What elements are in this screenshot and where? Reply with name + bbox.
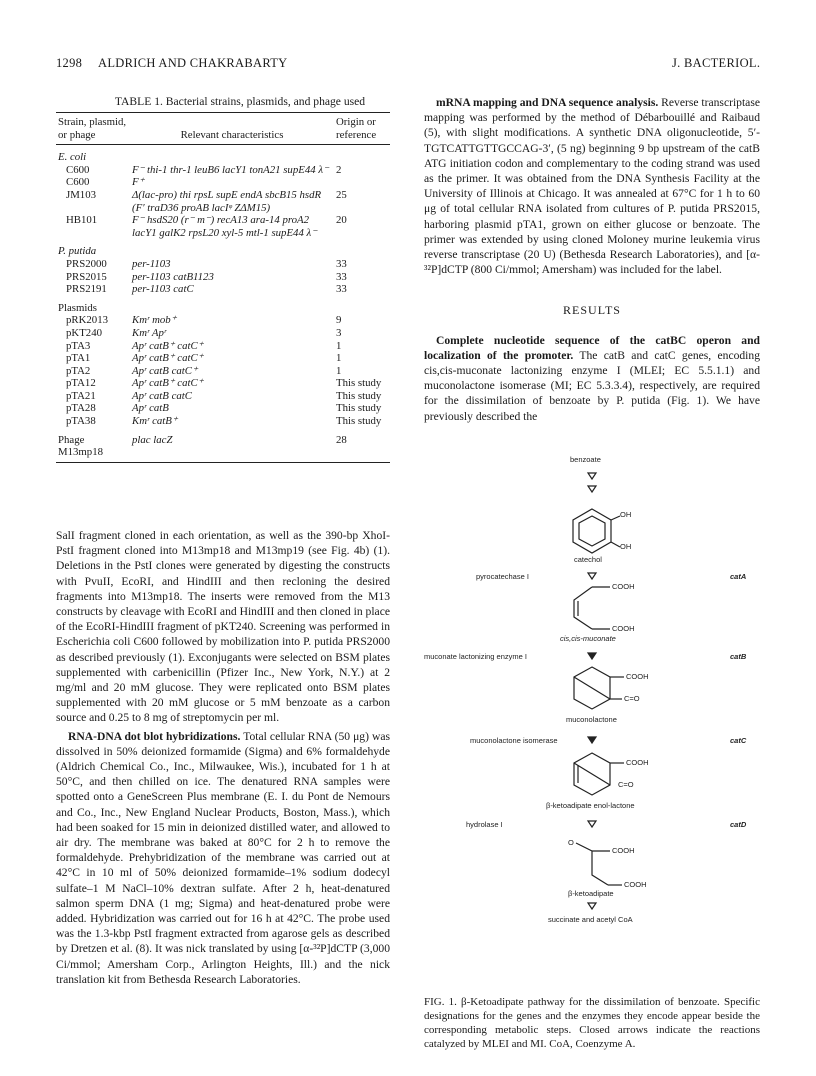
table-header-reference: Origin or reference [334,113,390,145]
figure-caption-label: FIG. 1. [424,996,457,1008]
enzyme-mlei: muconate lactonizing enzyme I [424,652,527,661]
pathway-diagram [424,455,760,995]
group-co-1: C=O [624,694,640,703]
enzyme-mi: muconolactone isomerase [470,736,558,745]
gene-catB: catB [730,652,747,661]
group-cooh-2: COOH [612,624,635,633]
table-row-phage: Phage M13mp18 plac lacZ 28 [56,428,390,463]
figure-caption-text: β-Ketoadipate pathway for the dissimilation of benzoate. Specific designations for the genes and the enzymes they encode appear beside the corresponding metabolic steps. Closed arrows indicate the reactions catalyzed by MLEI and MI. CoA, Coenzyme A. [424,996,760,1050]
group-oh-2: OH [620,542,632,551]
table-group-ecoli: E. coli [58,151,87,164]
table-header-strain: Strain, plasmid, or phage [56,113,130,145]
table-row: JM103 Δ(lac-pro) thi rpsL supE endA sbcB15 hsdR (F′ traD36 proAB lacIᵠ ZΔM15) 25 [66,188,347,214]
closed-arrow-catC [588,737,596,743]
table-group-plasmids: Plasmids [58,301,97,314]
enzyme-pyrocatechase: pyrocatechase I [476,572,529,581]
group-cooh-6: COOH [624,880,647,889]
left-column [56,528,390,987]
muconate-chain [574,587,592,629]
figure-caption [424,995,760,1051]
table-row: C600 F⁻ thi-1 thr-1 leuB6 lacY1 tonA21 supE44 λ⁻ 2 [66,163,342,176]
section-heading-dot-blot: RNA-DNA dot blot hybridizations. [68,729,241,743]
compound-enol-lactone: β-ketoadipate enol-lactone [546,801,635,810]
table-caption: TABLE 1. Bacterial strains, plasmids, and phage used [114,95,366,108]
table-row: pTA38 Kmʳ catB⁺ This study [66,415,382,428]
group-o: O [568,838,574,847]
table-header-characteristics: Relevant characteristics [130,113,334,145]
compound-muconolactone: muconolactone [566,715,617,724]
table-row: pTA12 Apʳ catB⁺ catC⁺ This study [66,377,382,390]
table-row: pTA3 Apʳ catB⁺ catC⁺ 1 [66,339,342,352]
table-row: PRS2191 per-1103 catC 33 [66,283,347,296]
table-row: pTA28 Apʳ catB This study [66,402,382,415]
table-row: C600 F⁺ [66,176,145,189]
catechol-ring-inner [579,516,605,546]
mrna-paragraph: Reverse transcriptase mapping was performed by the method of Débarbouillé and Raibaud (5), with slight modifications. A synthetic DNA oligonucleotide, 5′-TGTCATTGTTGCCAG-3′, (5 ng) beginning 9 bp upstream of the catB ATG initiation codon and complementary to the coding strand was used as the primer. It was obtained from the DNA Synthesis Facility at the University of Illinois at Chicago. It was annealed at 67°C for 1 h to 60 μg of total cellular RNA isolated from cultures of P. putida PRS2015, harboring plasmid pTA1, grown on either glucose or benzoate. The primer was extended by using cloned Moloney murine leukemia virus reverse transcriptase (20 U) (Bethesda Research Laboratories), and [α-³²P]dCTP (800 Ci/mmol; Amersham) was included for the label. [424,96,760,277]
results-paragraph: The catB and catC genes, encoding cis,cis-muconate lactonizing enzyme I (MLEI; EC 5.5.1.1) and muconolactone isomerase (MI; EC 5.3.3.4), respectively, are required for the dissimilation of benzoate by P. putida (Fig. 1). We have previously described the [424,348,760,423]
dot-blot-paragraph: Total cellular RNA (50 μg) was dissolved in 50% deionized formamide (Sigma) and 6% formaldehyde (Aldrich Chemical Co., Inc., Milwaukee, Wis.), incubated for 1 h at 50°C, and then chilled on ice. The denatured RNA samples were spotted onto a GeneScreen Plus membrane (E. I. du Pont de Nemours and Co., Inc., New England Nuclear Products, Boston, Mass.), which had been soaked for 15 min in deionized distilled water, and allowed to air dry. The membrane was baked at 80°C for 2 h to remove the formaldehyde. Prehybridization of the membrane was carried out at 42°C in 10 ml of 50% deionized formamide–1% sodium dodecyl sulfate–1 M NaCl–10% dextran sulfate. After 2 h, heat-denatured salmon sperm DNA (1 mg; Sigma) and heat-denatured probe were added. Hybridization was carried out for 16 h at 42°C. The probe used was the 1.3-kbp PstI fragment extracted from agarose gels as described by Dretzen et al. (8). It was nick translated by using [α-³²P]dCTP (3,000 Ci/mmol; Amersham Corp., Arlington Heights, Ill.) and the nick translation kit from Bethesda Research Laboratories. [56,729,391,986]
section-heading-results: Complete nucleotide sequence of the catBC operon and localization of the promoter. [424,333,760,362]
group-cooh-5: COOH [612,846,635,855]
ketoadipate-chain [576,843,608,885]
open-arrow-2 [588,486,596,492]
page-number: 1298 [56,56,83,70]
compound-muconate: cis,cis-muconate [560,634,616,643]
closed-arrow-catB [588,653,596,659]
table-row: PRS2015 per-1103 catB1123 33 [66,270,347,283]
open-arrow-final [588,903,596,909]
journal-name: J. BACTERIOL. [672,56,761,70]
right-column [424,95,760,424]
results-heading: RESULTS [563,303,621,318]
figure-pathway [424,455,760,1025]
group-co-2: C=O [618,780,634,789]
section-heading-mrna: mRNA mapping and DNA sequence analysis. [436,96,659,109]
open-arrow-catD [588,821,596,827]
table-group-pputida: P. putida [58,245,97,258]
group-cooh-3: COOH [626,672,649,681]
enzyme-hydrolase: hydrolase I [466,820,503,829]
open-arrow-catA [588,573,596,579]
compound-benzoate: benzoate [570,455,601,464]
running-authors: ALDRICH AND CHAKRABARTY [98,56,288,70]
table-row: pTA2 Apʳ catB catC⁺ 1 [66,364,342,377]
gene-catD: catD [730,820,747,829]
compound-succinate: succinate and acetyl CoA [548,915,633,924]
table-row: PRS2000 per-1103 33 [66,257,347,270]
strains-table [56,112,390,463]
gene-catA: catA [730,572,747,581]
compound-catechol: catechol [574,555,602,564]
open-arrow-1 [588,473,596,479]
table-row: pTA21 Apʳ catB catC This study [66,389,382,402]
group-cooh-1: COOH [612,582,635,591]
compound-ketoadipate: β-ketoadipate [568,889,614,898]
methods-paragraph: SalI fragment cloned in each orientation, as well as the 390-bp XhoI-PstI fragment cloned into M13mp18 and M13mp19 (see Fig. 4b) (1). Deletions in the PstI clones were generated by digesting the constructs with PvuII, EcoRI, and HindIII and then recloning the desired fragments into M13mp18. The inserts were removed from the M13 constructs by cleavage with EcoRI and HindIII and then cloned in place of the EcoRI-HindIII fragment of pKT240. Screening was performed in Escherichia coli C600 followed by mobilization into P. putida PRS2000 as described previously (1). Exconjugants were selected on BSM plates supplemented with carbenicillin (Pfizer Inc., New York, N.Y.) at 2 mg/ml and 20 mM glucose. They were replicated onto BSM plates supplemented with 20 mM glucose or 5 mM benzoate as a carbon source and 0.25 to 8 mg of streptomycin per ml. [56,529,390,725]
group-oh-1: OH [620,510,632,519]
group-cooh-4: COOH [626,758,649,767]
gene-catC: catC [730,736,747,745]
table-row: pTA1 Apʳ catB⁺ catC⁺ 1 [66,352,342,365]
table-row: HB101 F⁻ hsdS20 (r⁻ m⁻) recA13 ara-14 proA2 lacY1 galK2 rpsL20 xyl-5 mtl-1 supE44 λ⁻ 20 [66,214,347,239]
table-row: pKT240 Kmʳ Apʳ 3 [66,326,342,339]
table-row: pRK2013 Kmʳ mob⁺ 9 [66,314,342,327]
